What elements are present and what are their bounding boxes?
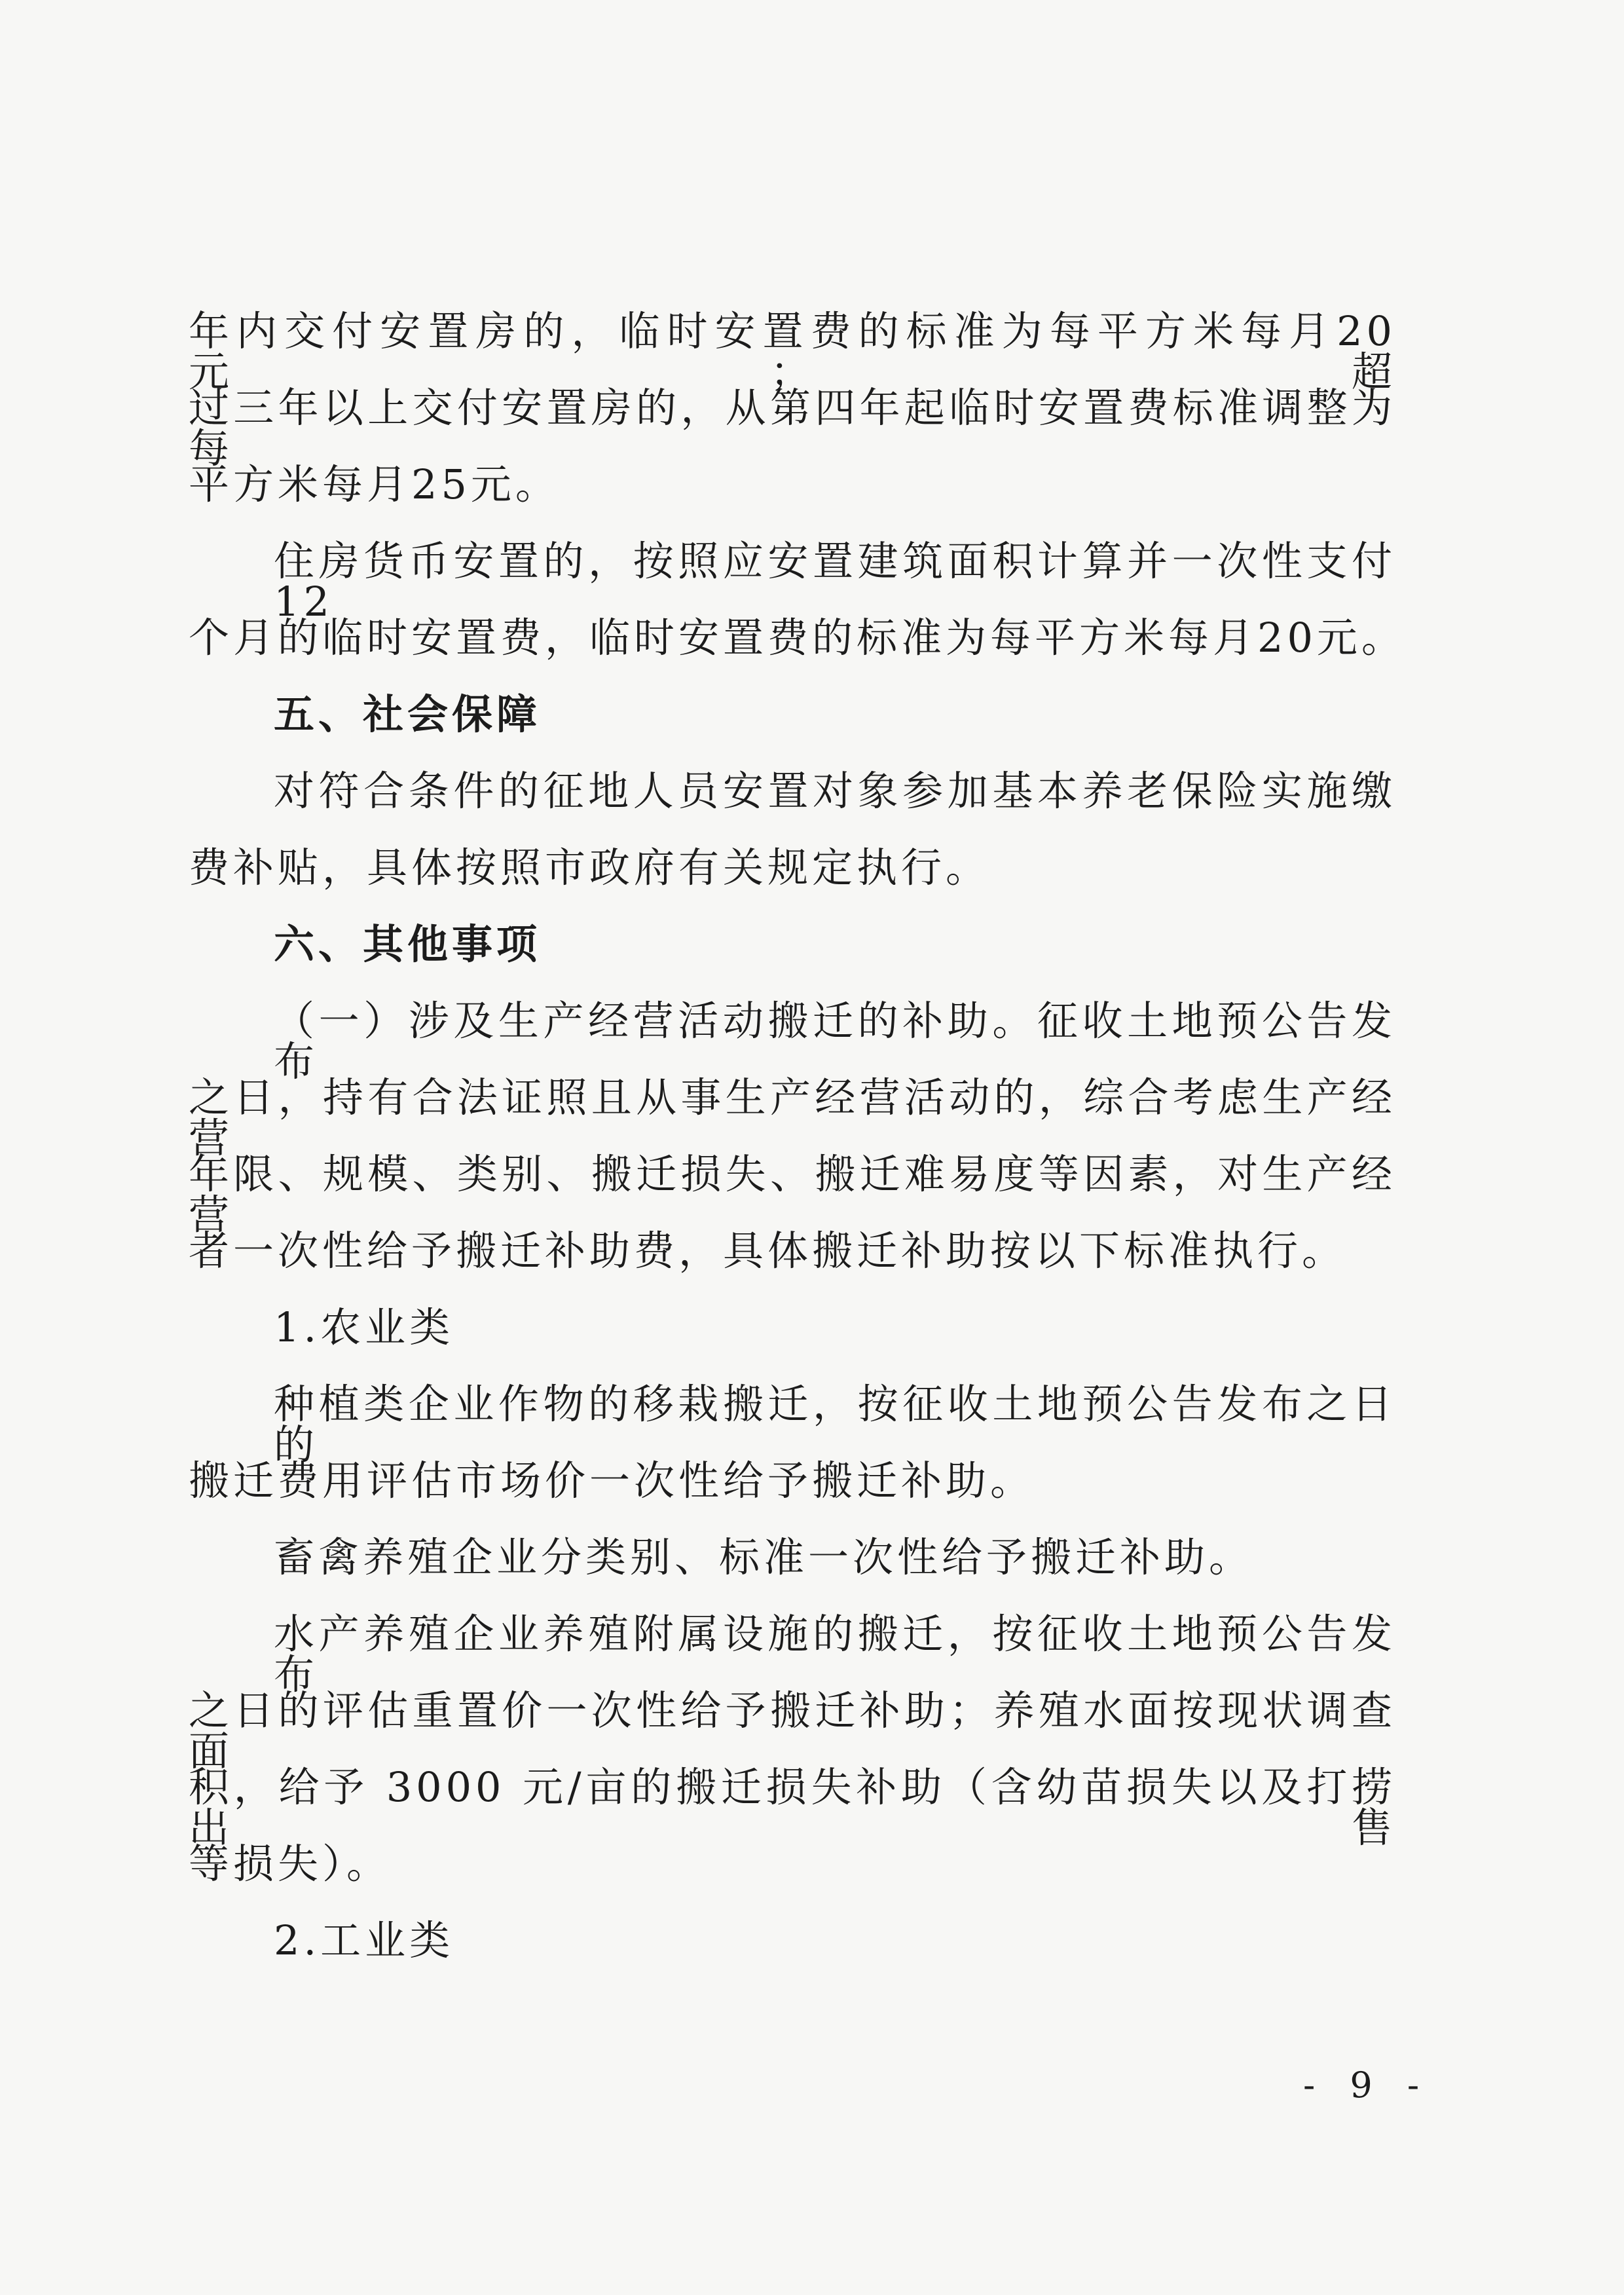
- body-text-line: 个月的临时安置费，临时安置费的标准为每平方米每月20元。: [189, 614, 1406, 662]
- body-text-line: 之日，持有合法证照且从事生产经营活动的，综合考虑生产经营: [189, 1073, 1396, 1162]
- body-text-line: 水产养殖企业养殖附属设施的搬迁，按征收土地预公告发布: [274, 1610, 1396, 1698]
- section-heading: 五、社会保障: [274, 690, 542, 738]
- body-text-line: 等损失）。: [189, 1840, 392, 1888]
- body-text-line: （一）涉及生产经营活动搬迁的补助。征收土地预公告发布: [274, 997, 1396, 1085]
- body-text-line: 种植类企业作物的移栽搬迁，按征收土地预公告发布之日的: [274, 1380, 1396, 1468]
- body-text-line: 年内交付安置房的，临时安置费的标准为每平方米每月20元；超: [189, 307, 1396, 396]
- body-text-line: 之日的评估重置价一次性给予搬迁补助；养殖水面按现状调查面: [189, 1687, 1396, 1775]
- subsection-heading: 1.农业类: [274, 1303, 454, 1351]
- body-text-line: 对符合条件的征地人员安置对象参加基本养老保险实施缴: [274, 767, 1396, 815]
- body-text-line: 平方米每月25元。: [189, 460, 560, 508]
- body-text-line: 畜禽养殖企业分类别、标准一次性给予搬迁补助。: [274, 1533, 1254, 1581]
- body-text-line: 费补贴，具体按照市政府有关规定执行。: [189, 844, 991, 891]
- body-text-line: 者一次性给予搬迁补助费，具体搬迁补助按以下标准执行。: [189, 1227, 1347, 1275]
- body-text-line: 住房货币安置的，按照应安置建筑面积计算并一次性支付12: [274, 537, 1396, 625]
- body-text-line: 搬迁费用评估市场价一次性给予搬迁补助。: [189, 1457, 1035, 1504]
- subsection-heading: 2.工业类: [274, 1916, 454, 1964]
- section-heading: 六、其他事项: [274, 920, 542, 968]
- body-text-line: 积，给予 3000 元/亩的搬迁损失补助（含幼苗损失以及打捞出售: [189, 1763, 1396, 1852]
- body-text-line: 年限、规模、类别、搬迁损失、搬迁难易度等因素，对生产经营: [189, 1150, 1396, 1239]
- body-text-line: 过三年以上交付安置房的，从第四年起临时安置费标准调整为每: [189, 384, 1396, 472]
- page-number: - 9 -: [1303, 2064, 1431, 2106]
